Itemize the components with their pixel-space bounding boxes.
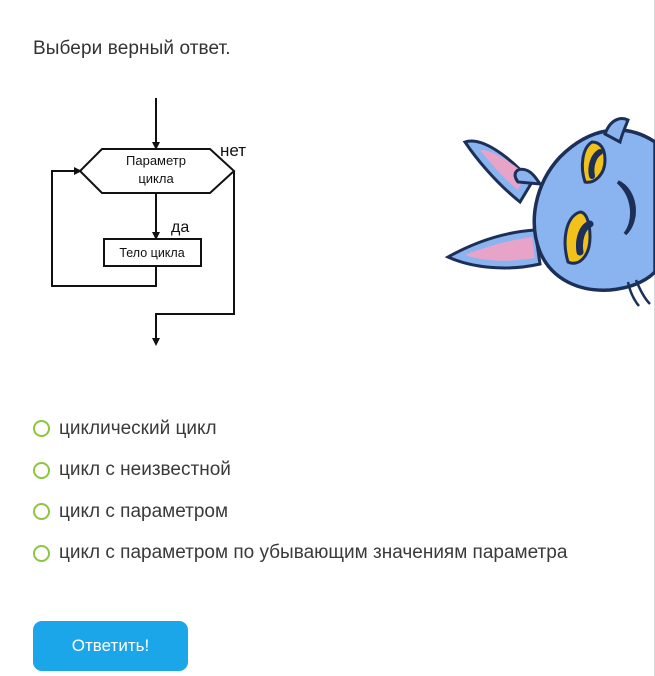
option-label: цикл с неизвестной	[59, 459, 231, 481]
condition-label-line2: цикла	[138, 171, 174, 186]
option-loop-decreasing-parameter[interactable]	[33, 533, 567, 575]
radio-button[interactable]	[33, 503, 50, 520]
cat-mascot-icon	[440, 112, 655, 312]
option-loop-with-parameter[interactable]	[33, 491, 567, 533]
no-label: нет	[220, 141, 247, 160]
answer-options	[33, 408, 567, 574]
radio-button[interactable]	[33, 462, 50, 479]
radio-button[interactable]	[33, 420, 50, 437]
option-label: циклический цикл	[59, 417, 217, 439]
submit-answer-button[interactable]: Ответить!	[33, 621, 188, 671]
loop-flowchart-diagram	[40, 94, 260, 354]
option-label: цикл с параметром	[59, 500, 229, 522]
option-loop-with-unknown[interactable]	[33, 450, 567, 492]
radio-button[interactable]	[33, 545, 50, 562]
condition-label-line1: Параметр	[126, 153, 186, 168]
loop-body-label: Тело цикла	[119, 246, 185, 260]
option-label: цикл с параметром по убывающим значениям параметра	[59, 542, 568, 564]
option-cyclic-loop[interactable]	[33, 408, 567, 450]
question-text: Выбери верный ответ.	[33, 38, 231, 59]
yes-label: да	[171, 219, 190, 236]
